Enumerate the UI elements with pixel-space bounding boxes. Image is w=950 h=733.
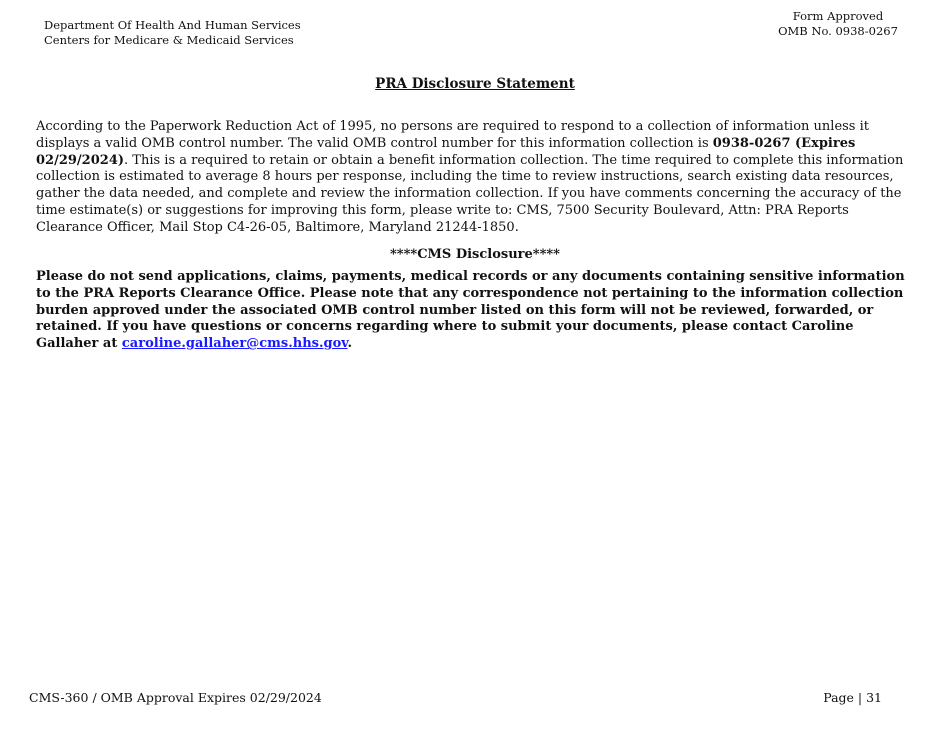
cms-disclosure-heading: ****CMS Disclosure**** — [390, 247, 560, 262]
cms-disclosure-paragraph — [36, 269, 914, 353]
form-approved-label: Form Approved — [792, 9, 884, 23]
footer-form-id: CMS-360 / OMB Approval Expires 02/29/2024 — [29, 690, 322, 705]
pra-text-end: . This is a required to retain or obtain a benefit information collection. The time required to complete this information collection is estimated to average 8 hours per response, including the time to review instructions, search existing data resources, gather the data needed, and complete and review the information collection. If you have comments concerning the accuracy of the time estimate(s) or suggestions for improving this form, please write to: CMS, 7500 Security Boulevard, Attn: PRA Reports Clearance Officer, Mail Stop C4-26-05, Baltimore, Maryland 21244-1850. — [36, 152, 904, 235]
cms-disclosure-text: Please do not send applications, claims, payments, medical records or any documents containing sensitive information to the PRA Reports Clearance Office. Please note that any correspondence not pertaining to the information collection burden approved under the associated OMB control number listed on this form will not be reviewed, forwarded, or retained. If you have questions or concerns regarding where to submit your documents, please contact Caroline Gallaher at — [36, 269, 905, 352]
pra-text-start: According to the Paperwork Reduction Act of 1995, no persons are required to respond to a collection of information unless it displays a valid OMB control number. The valid OMB control number for this information collection is — [36, 119, 869, 151]
pra-disclosure-paragraph — [36, 119, 914, 237]
omb-number: OMB No. 0938-0267 — [778, 24, 898, 38]
agency-name: Department Of Health And Human Services — [44, 18, 301, 32]
omb-control-number: 0938-0267 (Expires 02/29/2024) — [36, 135, 856, 168]
agency-subname: Centers for Medicare & Medicaid Services — [44, 33, 294, 47]
page-title: PRA Disclosure Statement — [375, 76, 575, 92]
page-number: Page | 31 — [823, 690, 882, 705]
contact-email-link[interactable]: caroline.gallaher@cms.hhs.gov — [121, 336, 348, 352]
cms-period: . — [347, 336, 353, 352]
agency-header — [44, 18, 301, 48]
omb-approval-block — [778, 9, 898, 39]
